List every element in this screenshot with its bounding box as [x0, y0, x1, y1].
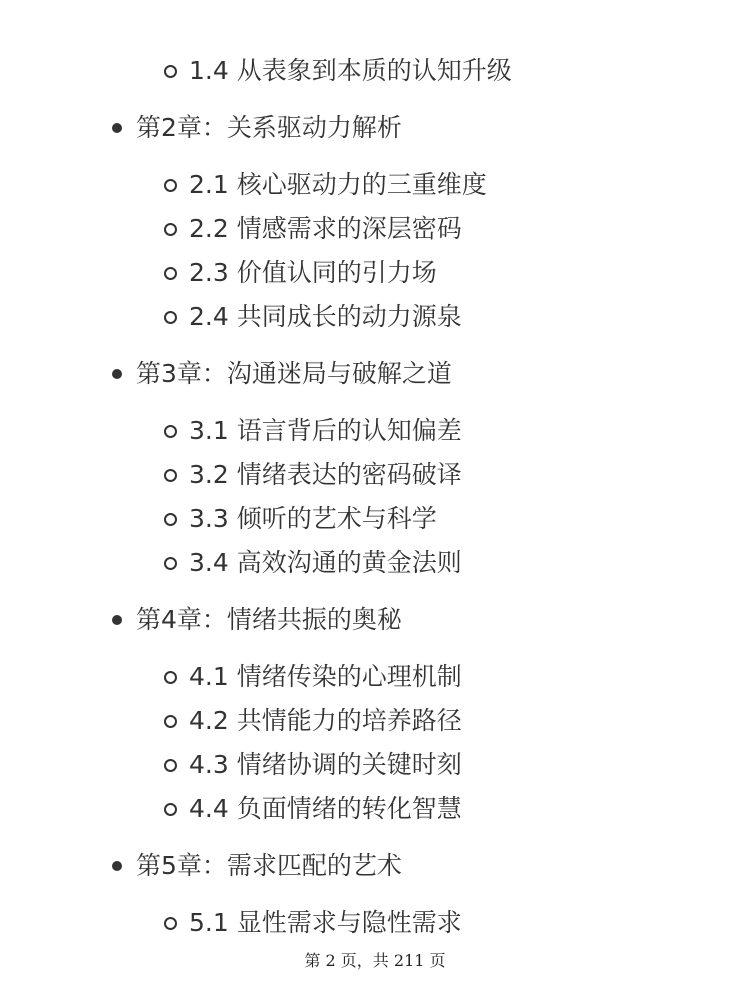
toc-item-text: 2.3 价值认同的引力场 — [189, 258, 437, 287]
toc-item-text: 5.1 显性需求与隐性需求 — [189, 908, 462, 937]
solid-bullet-icon — [112, 861, 122, 871]
hollow-bullet-icon — [164, 469, 177, 482]
toc-section-item — [189, 903, 462, 943]
page-number-footer: 第 2 页，共 211 页 — [304, 951, 446, 970]
solid-bullet-icon — [112, 123, 122, 133]
hollow-bullet-icon — [164, 223, 177, 236]
toc-section-item — [189, 657, 462, 697]
toc-item-text: 2.1 核心驱动力的三重维度 — [189, 170, 487, 199]
hollow-bullet-icon — [164, 715, 177, 728]
toc-section-item — [189, 411, 462, 451]
toc-item-text: 第2章：关系驱动力解析 — [136, 113, 402, 142]
toc-chapter-item — [136, 108, 402, 148]
hollow-bullet-icon — [164, 65, 177, 78]
hollow-bullet-icon — [164, 671, 177, 684]
toc-item-text: 3.1 语言背后的认知偏差 — [189, 416, 462, 445]
toc-section-item — [189, 543, 462, 583]
hollow-bullet-icon — [164, 759, 177, 772]
toc-section-item — [189, 455, 462, 495]
hollow-bullet-icon — [164, 267, 177, 280]
toc-section-item — [189, 701, 462, 741]
hollow-bullet-icon — [164, 803, 177, 816]
toc-item-text: 3.3 倾听的艺术与科学 — [189, 504, 437, 533]
hollow-bullet-icon — [164, 425, 177, 438]
toc-item-text: 第3章：沟通迷局与破解之道 — [136, 359, 452, 388]
toc-item-text: 第5章：需求匹配的艺术 — [136, 851, 402, 880]
toc-item-text: 4.1 情绪传染的心理机制 — [189, 662, 462, 691]
solid-bullet-icon — [112, 615, 122, 625]
toc-section-item — [189, 789, 462, 829]
toc-chapter-item — [136, 846, 402, 886]
toc-item-text: 4.2 共情能力的培养路径 — [189, 706, 462, 735]
toc-item-text: 4.4 负面情绪的转化智慧 — [189, 794, 462, 823]
hollow-bullet-icon — [164, 917, 177, 930]
toc-section-item — [189, 499, 437, 539]
hollow-bullet-icon — [164, 557, 177, 570]
toc-item-text: 1.4 从表象到本质的认知升级 — [189, 56, 512, 85]
toc-chapter-item — [136, 600, 402, 640]
hollow-bullet-icon — [164, 513, 177, 526]
toc-item-text: 第4章：情绪共振的奥秘 — [136, 605, 402, 634]
toc-section-item — [189, 253, 437, 293]
toc-chapter-item — [136, 354, 452, 394]
toc-section-item — [189, 51, 512, 91]
toc-item-text: 2.4 共同成长的动力源泉 — [189, 302, 462, 331]
toc-section-item — [189, 297, 462, 337]
toc-item-text: 3.2 情绪表达的密码破译 — [189, 460, 462, 489]
toc-item-text: 4.3 情绪协调的关键时刻 — [189, 750, 462, 779]
hollow-bullet-icon — [164, 311, 177, 324]
toc-section-item — [189, 165, 487, 205]
solid-bullet-icon — [112, 369, 122, 379]
hollow-bullet-icon — [164, 179, 177, 192]
toc-section-item — [189, 745, 462, 785]
toc-item-text: 3.4 高效沟通的黄金法则 — [189, 548, 462, 577]
toc-item-text: 2.2 情感需求的深层密码 — [189, 214, 462, 243]
toc-section-item — [189, 209, 462, 249]
